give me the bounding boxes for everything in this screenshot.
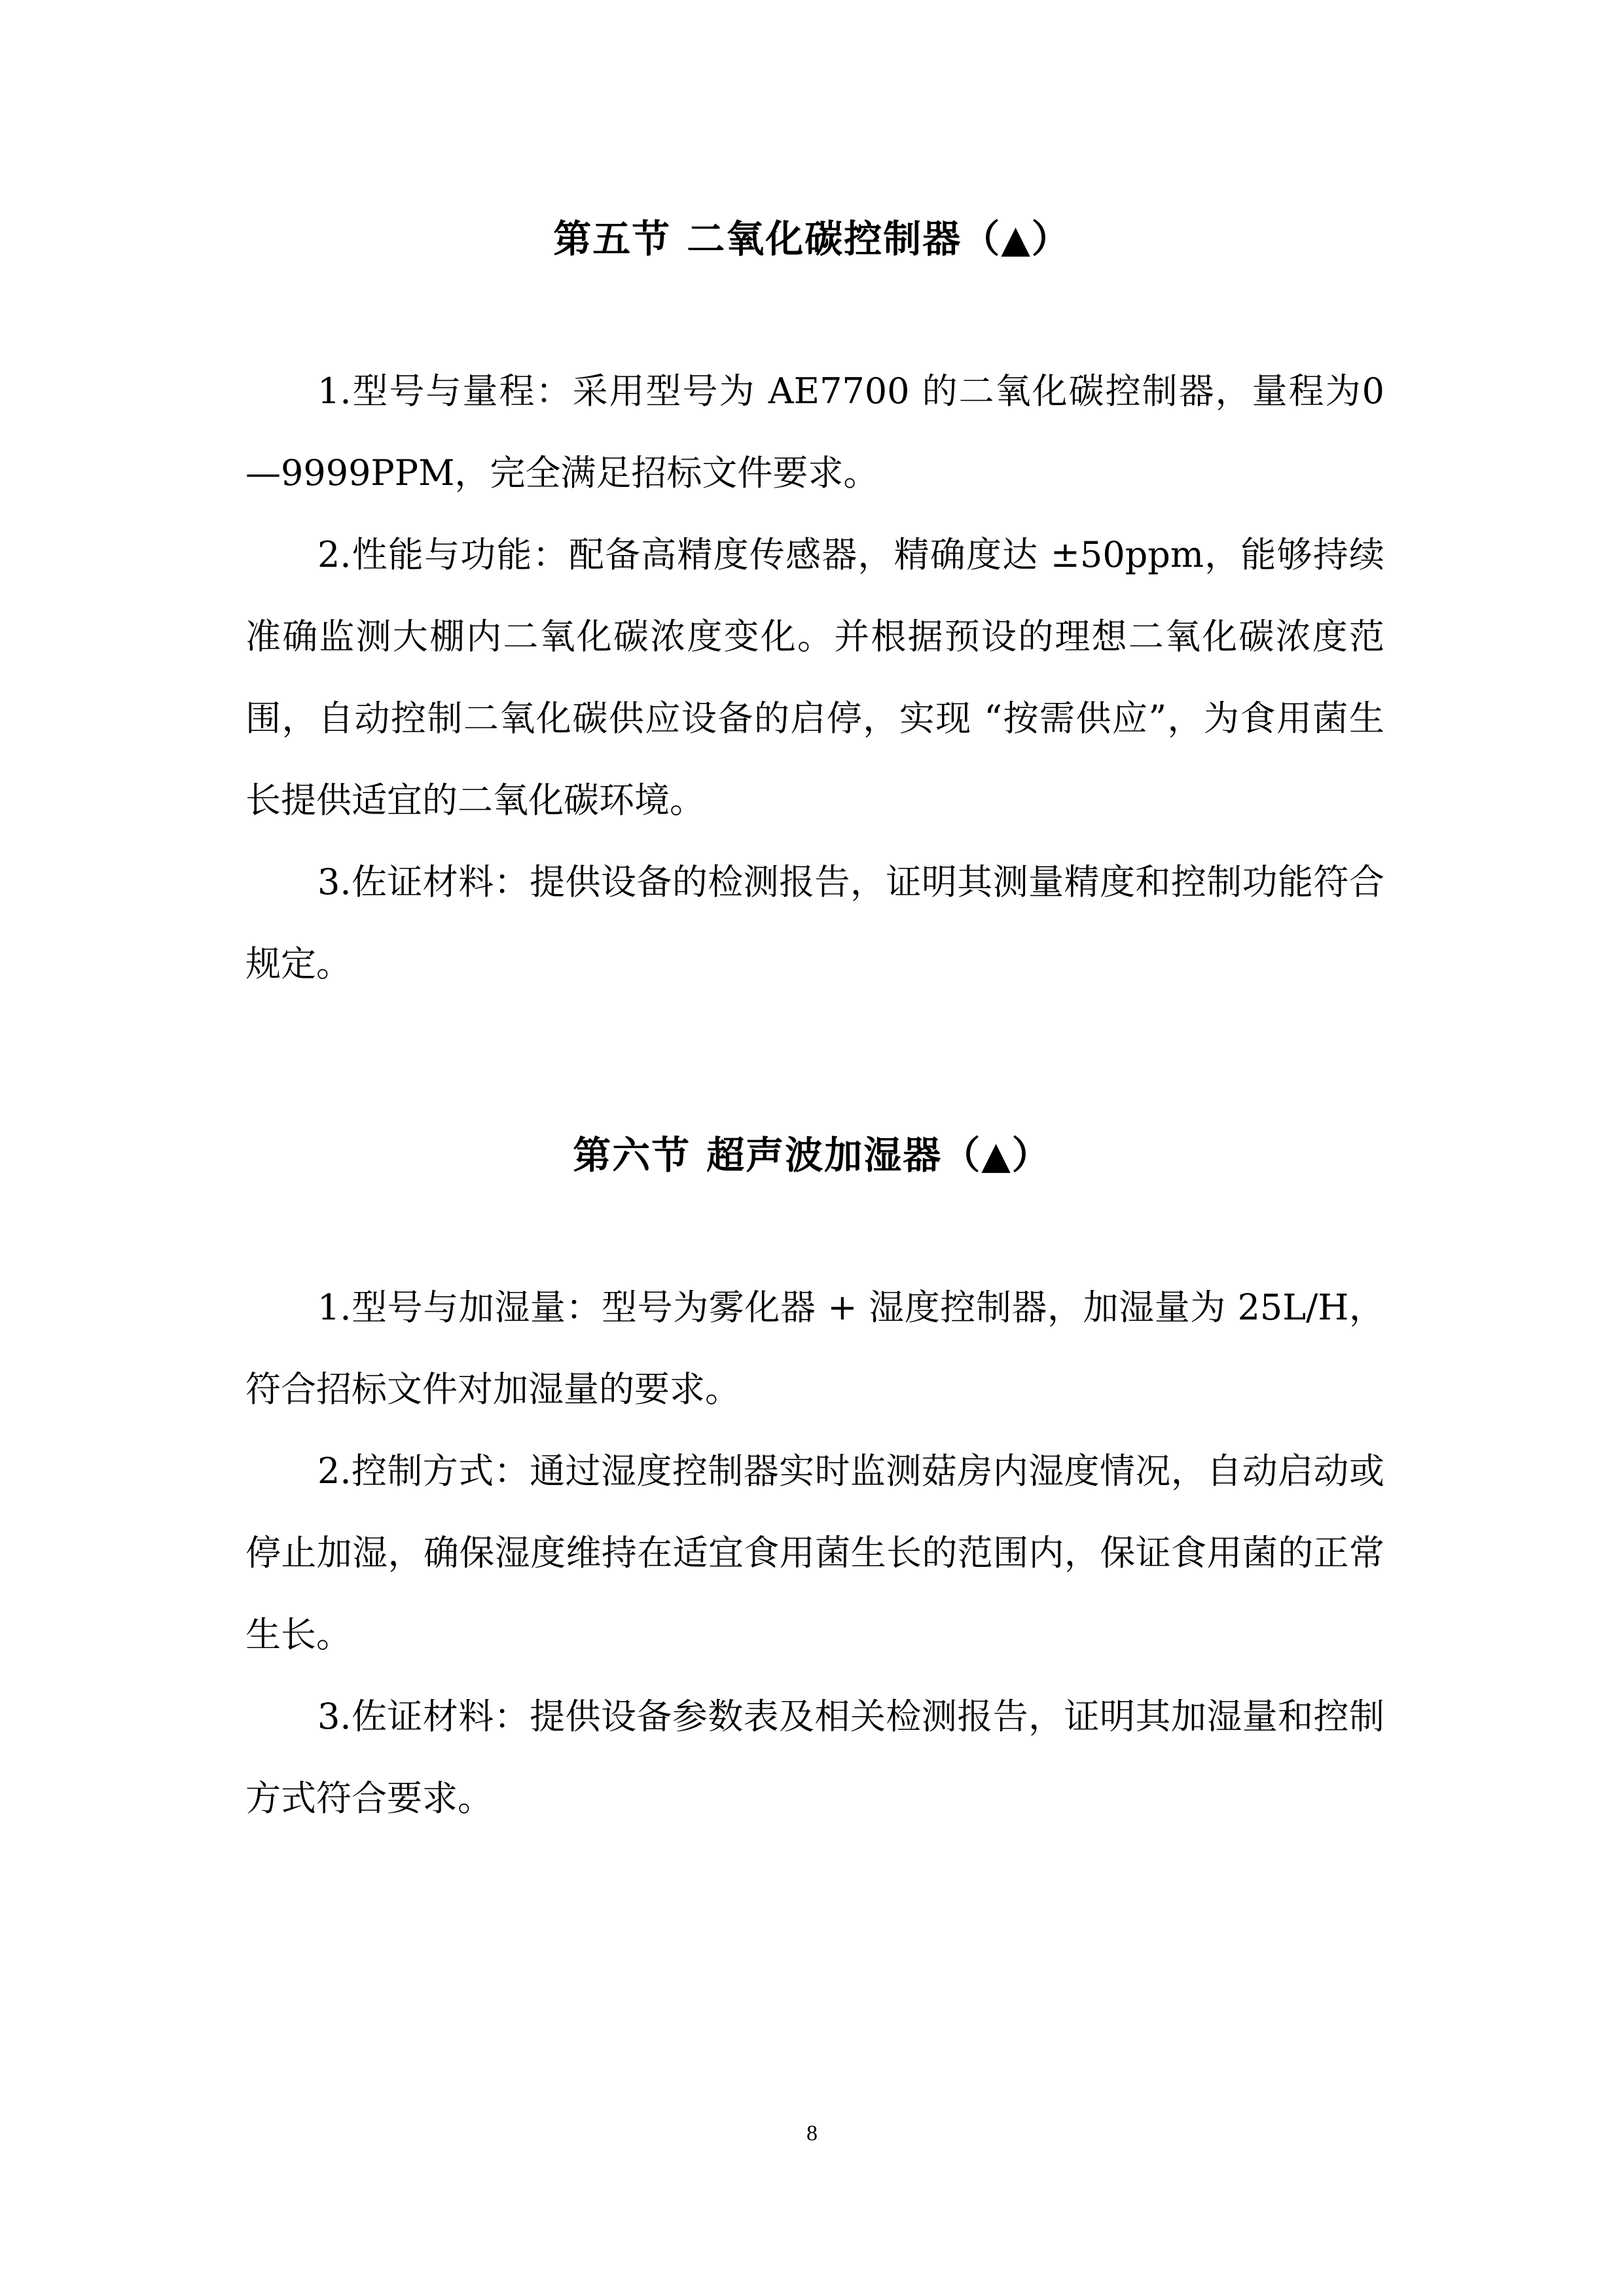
section-5-paragraph-1: 1.型号与量程：采用型号为 AE7700 的二氧化碳控制器，量程为0—9999PPM，完全满足招标文件要求。	[245, 370, 1384, 493]
section-5-paragraph-2: 2.性能与功能：配备高精度传感器，精确度达 ±50ppm，能够持续准确监测大棚内二氧化碳浓度变化。并根据预设的理想二氧化碳浓度范围，自动控制二氧化碳供应设备的启停，实现 “按需供应”，为食用菌生长提供适宜的二氧化碳环境。	[245, 534, 1384, 821]
section-6-paragraph-3: 3.佐证材料：提供设备参数表及相关检测报告，证明其加湿量和控制方式符合要求。	[245, 1696, 1384, 1819]
section-6-number: 第六节	[573, 1133, 691, 1177]
section-5-title: 二氧化碳控制器（▲）	[687, 217, 1071, 261]
section-5-heading	[0, 213, 1624, 265]
section-6-heading	[0, 1129, 1624, 1181]
section-6-paragraph-1: 1.型号与加湿量：型号为雾化器 + 湿度控制器，加湿量为 25L/H，符合招标文件对加湿量的要求。	[245, 1287, 1384, 1410]
section-5-number: 第五节	[553, 217, 672, 261]
section-5-paragraph-3: 3.佐证材料：提供设备的检测报告，证明其测量精度和控制功能符合规定。	[245, 861, 1384, 984]
section-6-title: 超声波加湿器（▲）	[706, 1133, 1051, 1177]
section-6-paragraph-2: 2.控制方式：通过湿度控制器实时监测菇房内湿度情况，自动启动或停止加湿，确保湿度维持在适宜食用菌生长的范围内，保证食用菌的正常生长。	[245, 1450, 1384, 1655]
page-number: 8	[806, 2121, 818, 2145]
